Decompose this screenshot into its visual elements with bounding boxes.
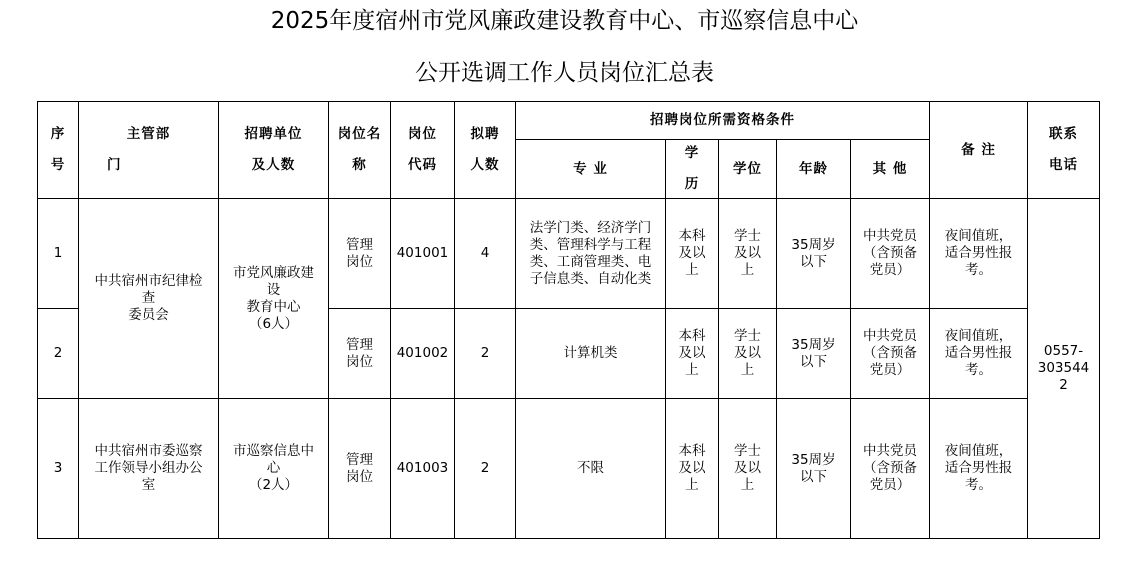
cell-post: 管理 岗位 bbox=[329, 399, 391, 539]
table-row bbox=[38, 199, 1100, 309]
page-subtitle: 公开选调工作人员岗位汇总表 bbox=[415, 60, 714, 86]
cell-edu: 本科 及以 上 bbox=[666, 399, 719, 539]
cell-dept: 中共宿州市纪律检 查 委员会 bbox=[79, 199, 219, 399]
cell-remark: 夜间值班， 适合男性报 考。 bbox=[930, 309, 1028, 399]
header-count: 拟聘 人数 bbox=[455, 102, 516, 199]
cell-count: 2 bbox=[455, 399, 516, 539]
cell-count: 4 bbox=[455, 199, 516, 309]
header-row-1 bbox=[38, 102, 1100, 140]
cell-code: 401003 bbox=[391, 399, 455, 539]
cell-code: 401002 bbox=[391, 309, 455, 399]
cell-other: 中共党员 （含预备 党员） bbox=[851, 199, 930, 309]
table-row bbox=[38, 399, 1100, 539]
cell-seq: 2 bbox=[38, 309, 79, 399]
header-edu: 学 历 bbox=[666, 140, 719, 199]
cell-edu: 本科 及以 上 bbox=[666, 309, 719, 399]
cell-major: 计算机类 bbox=[516, 309, 666, 399]
cell-count: 2 bbox=[455, 309, 516, 399]
header-major: 专 业 bbox=[516, 140, 666, 199]
cell-seq: 3 bbox=[38, 399, 79, 539]
cell-post: 管理 岗位 bbox=[329, 309, 391, 399]
cell-post: 管理 岗位 bbox=[329, 199, 391, 309]
cell-unit: 市巡察信息中 心 （2人） bbox=[219, 399, 329, 539]
cell-seq: 1 bbox=[38, 199, 79, 309]
header-code: 岗位 代码 bbox=[391, 102, 455, 199]
header-post: 岗位名 称 bbox=[329, 102, 391, 199]
cell-remark: 夜间值班， 适合男性报 考。 bbox=[930, 199, 1028, 309]
header-unit: 招聘单位 及人数 bbox=[219, 102, 329, 199]
cell-code: 401001 bbox=[391, 199, 455, 309]
cell-degree: 学士 及以 上 bbox=[719, 199, 777, 309]
header-seq: 序 号 bbox=[38, 102, 79, 199]
header-age: 年龄 bbox=[777, 140, 851, 199]
cell-age: 35周岁 以下 bbox=[777, 399, 851, 539]
cell-edu: 本科 及以 上 bbox=[666, 199, 719, 309]
cell-major: 不限 bbox=[516, 399, 666, 539]
cell-degree: 学士 及以 上 bbox=[719, 309, 777, 399]
cell-major: 法学门类、经济学门 类、管理科学与工程 类、工商管理类、电 子信息类、自动化类 bbox=[516, 199, 666, 309]
positions-table bbox=[37, 101, 1100, 539]
cell-degree: 学士 及以 上 bbox=[719, 399, 777, 539]
header-remark: 备 注 bbox=[930, 102, 1028, 199]
cell-dept: 中共宿州市委巡察 工作领导小组办公 室 bbox=[79, 399, 219, 539]
cell-remark: 夜间值班， 适合男性报 考。 bbox=[930, 399, 1028, 539]
header-dept: 主管部 门 bbox=[79, 102, 219, 199]
header-other: 其 他 bbox=[851, 140, 930, 199]
cell-unit: 市党风廉政建 设 教育中心 （6人） bbox=[219, 199, 329, 399]
header-degree: 学位 bbox=[719, 140, 777, 199]
cell-age: 35周岁 以下 bbox=[777, 199, 851, 309]
cell-age: 35周岁 以下 bbox=[777, 309, 851, 399]
header-phone: 联系 电话 bbox=[1028, 102, 1100, 199]
cell-other: 中共党员 （含预备 党员） bbox=[851, 399, 930, 539]
cell-phone: 0557- 303544 2 bbox=[1028, 199, 1100, 539]
header-conditions: 招聘岗位所需资格条件 bbox=[516, 102, 930, 140]
page-title: 2025年度宿州市党风廉政建设教育中心、市巡察信息中心 bbox=[270, 8, 859, 34]
cell-other: 中共党员 （含预备 党员） bbox=[851, 309, 930, 399]
